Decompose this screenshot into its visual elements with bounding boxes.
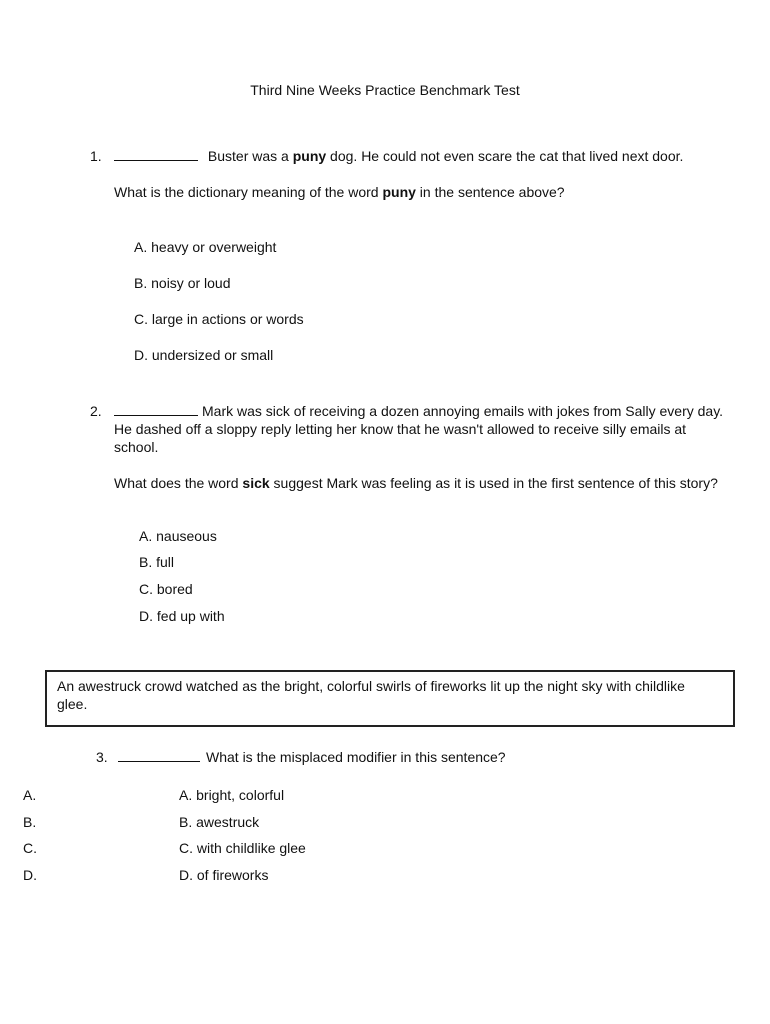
question-1-sentence — [114, 147, 683, 165]
question-3-prompt — [118, 748, 506, 766]
q1-option-d[interactable]: D. undersized or small — [134, 347, 274, 363]
q3-letter-c[interactable]: C. — [23, 840, 37, 856]
q3-option-b[interactable]: B. awestruck — [179, 814, 260, 830]
prompt-text: in the sentence above? — [415, 184, 565, 200]
question-2-number: 2. — [90, 403, 102, 419]
sentence-text: Buster was a — [207, 148, 293, 164]
passage-text: Mark was sick of receiving a dozen annoying emails with jokes from Sally every day. He dashed off a sloppy reply letting her know that he wasn't allowed to receive silly emails at school. — [114, 403, 724, 455]
answer-blank-3[interactable] — [118, 749, 200, 762]
sentence-text: dog. He could not even scare the cat that lived next door. — [326, 148, 684, 164]
q3-letter-a[interactable]: A. — [23, 787, 37, 803]
question-1-number: 1. — [90, 148, 102, 164]
question-2-passage — [114, 402, 734, 456]
q1-option-c[interactable]: C. large in actions or words — [134, 311, 304, 327]
target-word-puny: puny — [292, 148, 327, 164]
q3-option-a[interactable]: A. bright, colorful — [179, 787, 285, 803]
prompt-bold-word: puny — [382, 184, 416, 200]
q2-option-a[interactable]: A. nauseous — [139, 528, 217, 544]
q3-letter-d[interactable]: D. — [23, 867, 37, 883]
sentence-box — [45, 670, 735, 727]
boxed-sentence: An awestruck crowd watched as the bright, colorful swirls of fireworks lit up the night sky with childlike glee. — [57, 678, 685, 712]
prompt-text: What is the dictionary meaning of the word — [114, 184, 383, 200]
answer-blank-2[interactable] — [114, 403, 198, 416]
q2-option-c[interactable]: C. bored — [139, 581, 193, 597]
page-title: Third Nine Weeks Practice Benchmark Test — [250, 82, 520, 98]
q3-option-d[interactable]: D. of fireworks — [179, 867, 269, 883]
prompt-text: suggest Mark was feeling as it is used in the first sentence of this story? — [269, 475, 718, 491]
question-1-prompt — [114, 183, 565, 201]
question-2-prompt — [114, 474, 734, 492]
prompt-text: What does the word — [114, 475, 243, 491]
answer-blank-1[interactable] — [114, 148, 198, 161]
q3-option-c[interactable]: C. with childlike glee — [179, 840, 306, 856]
prompt-text: What is the misplaced modifier in this sentence? — [206, 749, 506, 765]
q2-option-d[interactable]: D. fed up with — [139, 608, 225, 624]
question-3-number: 3. — [96, 749, 108, 765]
q3-letter-b[interactable]: B. — [23, 814, 37, 830]
q2-option-b[interactable]: B. full — [139, 554, 175, 570]
q1-option-a[interactable]: A. heavy or overweight — [134, 239, 277, 255]
prompt-bold-word: sick — [242, 475, 270, 491]
q1-option-b[interactable]: B. noisy or loud — [134, 275, 231, 291]
